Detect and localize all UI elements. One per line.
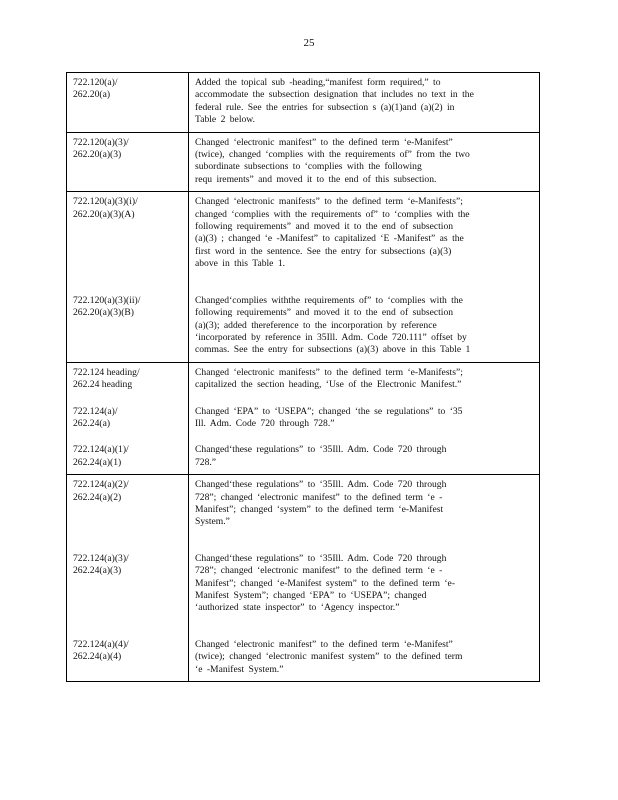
change-description	[195, 639, 533, 676]
table-row	[67, 73, 540, 133]
section-number: 722.124(a)(3)/	[73, 552, 129, 564]
description-line: Changed‘these regulations” to ‘35Ill. Adm. Code 720 through	[195, 444, 447, 456]
description-line: Changed ‘electronic manifests” to the defined term ‘e-Manifests”;	[195, 196, 463, 208]
section-number: 262.20(a)(3)(A)	[73, 208, 135, 220]
change-description	[195, 77, 533, 127]
description-line: System.”	[195, 516, 230, 528]
description-line: federal rule. See the entries for subsection s (a)(1)and (a)(2) in	[195, 101, 455, 113]
amendments-table	[66, 72, 540, 682]
section-citation	[73, 295, 182, 357]
section-citation	[73, 639, 182, 676]
description-line: ‘e -Manifest System.”	[195, 663, 284, 675]
section-number: 722.120(a)(3)(i)/	[73, 196, 138, 208]
table-row	[67, 475, 540, 682]
description-line: ‘authorized state inspector” to ‘Agency inspector.”	[195, 602, 400, 614]
description-line: Manifest”; changed ‘system” to the defined term ‘e-Manifest	[195, 503, 444, 515]
section-number: 722.124(a)(1)/	[73, 444, 129, 456]
section-number: 262.24(a)(3)	[73, 565, 122, 577]
description-line: Changed‘complies withthe requirements of” to ‘complies with the	[195, 294, 463, 306]
description-line: commas. See the entry for subsections (a)(3) above in this Table 1	[195, 344, 471, 356]
description-line: Table 2 below.	[195, 114, 255, 126]
description-line: Manifest System”; changed ‘EPA” to ‘USEPA”; changed	[195, 590, 427, 601]
section-cell	[67, 132, 189, 192]
section-citation	[73, 479, 182, 529]
description-line: (a)(3); added thereference to the incorporation by reference	[195, 319, 437, 331]
section-citation	[73, 137, 182, 187]
section-citation	[73, 444, 182, 469]
table-row	[67, 132, 540, 192]
section-citation	[73, 553, 182, 615]
change-description	[195, 479, 533, 529]
section-citation	[73, 196, 182, 270]
description-line: Changed ‘EPA” to ‘USEPA”; changed ‘the se regulations” to ‘35	[195, 405, 463, 417]
section-citation	[73, 367, 182, 392]
change-description	[195, 367, 533, 392]
section-cell	[67, 73, 189, 133]
description-line: (a)(3) ; changed ‘e -Manifest” to capitalized ‘E -Manifest” as the	[195, 233, 464, 245]
description-line: accommodate the subsection designation that includes no text in the	[195, 89, 474, 101]
table-body	[67, 73, 540, 682]
change-description	[195, 196, 533, 270]
description-line: Added the topical sub -heading,“manifest form required,” to	[195, 77, 441, 88]
section-number: 262.24(a)(4)	[73, 651, 122, 663]
table-row	[67, 362, 540, 474]
description-line: Changed ‘electronic manifests” to the defined term ‘e-Manifests”;	[195, 366, 463, 378]
description-line: (twice), changed ‘complies with the requirements of” from the two	[195, 149, 470, 161]
description-cell	[189, 362, 540, 474]
description-line: changed ‘complies with the requirements of” to ‘complies with the	[195, 208, 470, 220]
table-row	[67, 192, 540, 362]
description-cell	[189, 132, 540, 192]
change-description	[195, 444, 533, 469]
description-line: (twice); changed ‘electronic manifest system” to the defined term	[195, 651, 463, 663]
description-line: Manifest”; changed ‘e-Manifest system” to the defined term ‘e-	[195, 577, 456, 589]
section-number: 722.124(a)(4)/	[73, 638, 129, 650]
description-line: requ irements” and moved it to the end of this subsection.	[195, 173, 437, 185]
section-number: 262.20(a)(3)(B)	[73, 307, 135, 319]
section-number: 262.20(a)(3)	[73, 149, 122, 161]
section-number: 262.24(a)(1)	[73, 456, 122, 468]
description-line: 728”; changed ‘electronic manifest” to the defined term ‘e -	[195, 565, 443, 577]
section-number: 722.124 heading/	[73, 366, 140, 378]
section-number: 722.124(a)(2)/	[73, 479, 129, 491]
section-number: 262.24(a)	[73, 417, 111, 429]
description-line: Changed ‘electronic manifest” to the defined term ‘e-Manifest”	[195, 638, 453, 650]
description-cell	[189, 475, 540, 682]
section-cell	[67, 192, 189, 362]
description-line: first word in the sentence. See the entry for subsections (a)(3)	[195, 245, 452, 257]
section-cell	[67, 475, 189, 682]
description-cell	[189, 73, 540, 133]
description-line: following requirements” and moved it to the end of subsection	[195, 307, 454, 319]
section-number: 722.120(a)/	[73, 77, 118, 88]
section-number: 262.24 heading	[73, 379, 133, 391]
section-citation	[73, 406, 182, 431]
section-number: 262.20(a)	[73, 89, 111, 101]
description-line: Changed‘these regulations” to ‘35Ill. Adm. Code 720 through	[195, 479, 447, 491]
description-line: 728”; changed ‘electronic manifest” to the defined term ‘e -	[195, 491, 443, 503]
description-line: 728.”	[195, 456, 217, 468]
change-description	[195, 553, 533, 615]
description-line: capitalized the section heading, ‘Use of the Electronic Manifest.”	[195, 379, 462, 391]
description-line: following requirements” and moved it to the end of subsection	[195, 221, 454, 233]
section-number: 262.24(a)(2)	[73, 491, 122, 503]
description-line: Changed ‘electronic manifest” to the defined term ‘e-Manifest”	[195, 136, 453, 148]
description-line: subordinate subsections to ‘complies with the following	[195, 161, 422, 173]
description-line: above in this Table 1.	[195, 258, 286, 270]
description-line: Ill. Adm. Code 720 through 728.”	[195, 417, 335, 429]
change-description	[195, 137, 533, 187]
section-number: 722.124(a)/	[73, 405, 118, 417]
section-number: 722.120(a)(3)(ii)/	[73, 294, 141, 306]
change-description	[195, 295, 533, 357]
page-number: 25	[303, 37, 315, 49]
change-description	[195, 406, 533, 431]
description-line: Changed‘these regulations” to ‘35Ill. Adm. Code 720 through	[195, 552, 447, 564]
section-citation	[73, 77, 182, 127]
section-number: 722.120(a)(3)/	[73, 136, 129, 148]
description-cell	[189, 192, 540, 362]
section-cell	[67, 362, 189, 474]
description-line: ‘incorporated by reference in 35Ill. Adm. Code 720.111” offset by	[195, 331, 467, 343]
